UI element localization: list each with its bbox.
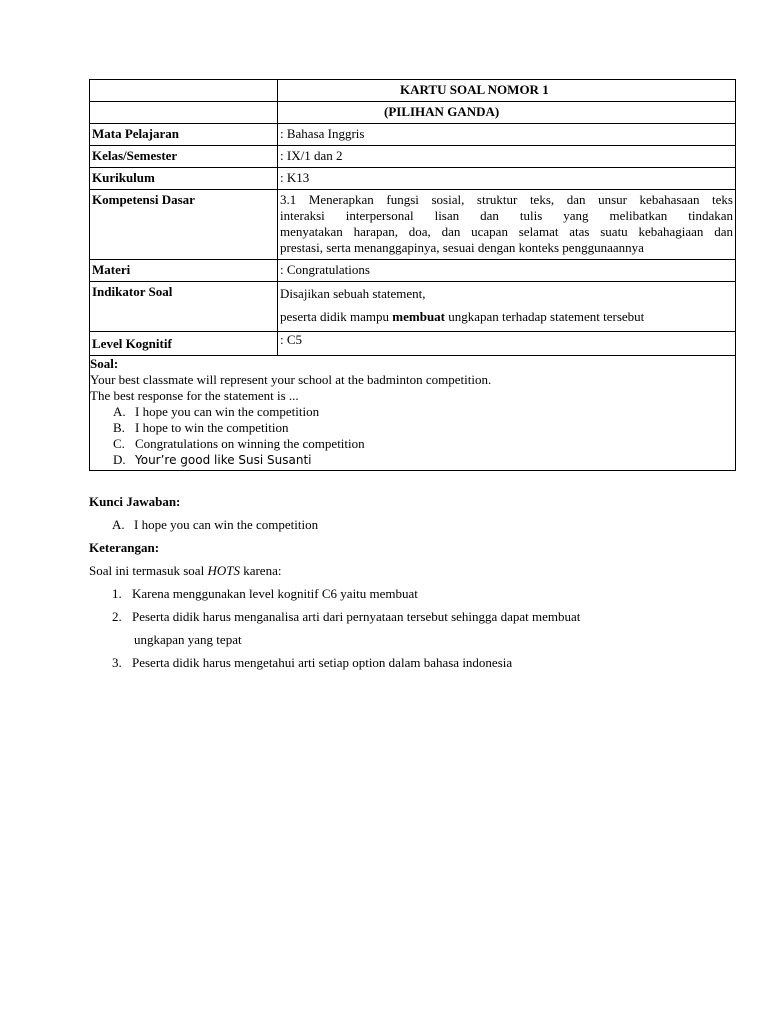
value-mata-pelajaran: : Bahasa Inggris xyxy=(278,124,736,146)
label-level-kognitif: Level Kognitif xyxy=(90,332,278,356)
kunci-answer xyxy=(89,513,736,536)
option-letter: A. xyxy=(113,404,126,419)
indikator-line-1: Disajikan sebuah statement, xyxy=(280,286,426,301)
item-number: 2. xyxy=(112,609,122,624)
indikator-text: peserta didik mampu xyxy=(280,309,393,324)
option-text: I hope to win the competition xyxy=(135,420,289,435)
item-text: Peserta didik harus mengetahui arti setiap option dalam bahasa indonesia xyxy=(132,655,513,670)
kd-line: interaksi interpersonal lisan dan tulis yang melibatkan tindakan xyxy=(280,208,733,223)
card-subtitle xyxy=(278,102,736,124)
soal-cell xyxy=(90,356,736,471)
value-kurikulum: : K13 xyxy=(278,168,736,190)
option-letter: C. xyxy=(113,436,125,451)
soal-label: Soal: xyxy=(90,356,119,371)
indikator-text: ungkapan terhadap statement tersebut xyxy=(445,309,645,324)
kunci-text: I hope you can win the competition xyxy=(134,517,319,532)
soal-question: The best response for the statement is ... xyxy=(90,388,299,403)
value-level-kognitif: : C5 xyxy=(278,332,736,356)
keterangan-hots: HOTS xyxy=(207,563,240,578)
row-indikator-soal xyxy=(90,282,736,332)
indikator-keyword: membuat xyxy=(392,309,445,324)
row-materi xyxy=(90,260,736,282)
row-soal xyxy=(90,356,736,471)
card-subtitle-text: (PILIHAN GANDA) xyxy=(384,104,500,119)
answer-section xyxy=(89,490,736,674)
option-text: Congratulations on winning the competition xyxy=(135,436,365,451)
keterangan-intro xyxy=(89,559,736,582)
header-empty-cell xyxy=(90,80,278,102)
row-kurikulum xyxy=(90,168,736,190)
card-title xyxy=(278,80,736,102)
item-number: 3. xyxy=(112,655,122,670)
kunci-letter: A. xyxy=(112,517,125,532)
keterangan-intro-text: Soal ini termasuk soal xyxy=(89,563,208,578)
item-number: 1. xyxy=(112,586,122,601)
kd-line: 3.1 Menerapkan fungsi sosial, struktur teks, dan unsur kebahasaan teks xyxy=(280,192,733,207)
indikator-line-2 xyxy=(280,305,733,328)
option-text: I hope you can win the competition xyxy=(135,404,320,419)
keterangan-item-2 xyxy=(89,605,736,628)
label-indikator-soal: Indikator Soal xyxy=(90,282,278,332)
option-b xyxy=(90,420,733,436)
option-d xyxy=(90,452,733,468)
value-kompetensi-dasar xyxy=(278,190,736,260)
option-letter: B. xyxy=(113,420,125,435)
keterangan-intro-text: karena: xyxy=(239,563,282,578)
subheader-row xyxy=(90,102,736,124)
label-kurikulum: Kurikulum xyxy=(90,168,278,190)
item-text: Peserta didik harus menganalisa arti dari pernyataan tersebut sehingga dapat membuat xyxy=(132,609,581,624)
item-text: Karena menggunakan level kognitif C6 yaitu membuat xyxy=(132,586,418,601)
value-materi: : Congratulations xyxy=(278,260,736,282)
label-mata-pelajaran: Mata Pelajaran xyxy=(90,124,278,146)
row-kelas-semester xyxy=(90,146,736,168)
option-list xyxy=(90,404,733,468)
header-row xyxy=(90,80,736,102)
label-materi: Materi xyxy=(90,260,278,282)
question-card-table xyxy=(89,79,736,471)
kd-line: prestasi, serta menanggapinya, sesuai dengan konteks penggunaannya xyxy=(280,240,644,255)
soal-stem: Your best classmate will represent your school at the badminton competition. xyxy=(90,372,492,387)
keterangan-label: Keterangan: xyxy=(89,540,160,555)
kunci-label: Kunci Jawaban: xyxy=(89,494,181,509)
kd-line: menyatakan harapan, doa, dan ucapan selamat atas suatu kebahagiaan dan xyxy=(280,224,733,239)
card-title-text: KARTU SOAL NOMOR 1 xyxy=(400,82,549,97)
value-kelas-semester: : IX/1 dan 2 xyxy=(278,146,736,168)
keterangan-item-2-cont: ungkapan yang tepat xyxy=(134,632,242,647)
row-mata-pelajaran xyxy=(90,124,736,146)
option-letter: D. xyxy=(113,452,126,467)
label-kompetensi-dasar: Kompetensi Dasar xyxy=(90,190,278,260)
row-level-kognitif xyxy=(90,332,736,356)
subheader-empty-cell xyxy=(90,102,278,124)
question-card xyxy=(89,79,736,674)
row-kompetensi-dasar xyxy=(90,190,736,260)
keterangan-item-1 xyxy=(89,582,736,605)
option-text: Your’re good like Susi Susanti xyxy=(135,453,312,467)
label-kelas-semester: Kelas/Semester xyxy=(90,146,278,168)
keterangan-item-3 xyxy=(89,651,736,674)
option-a xyxy=(90,404,733,420)
value-indikator-soal xyxy=(278,282,736,332)
option-c xyxy=(90,436,733,452)
